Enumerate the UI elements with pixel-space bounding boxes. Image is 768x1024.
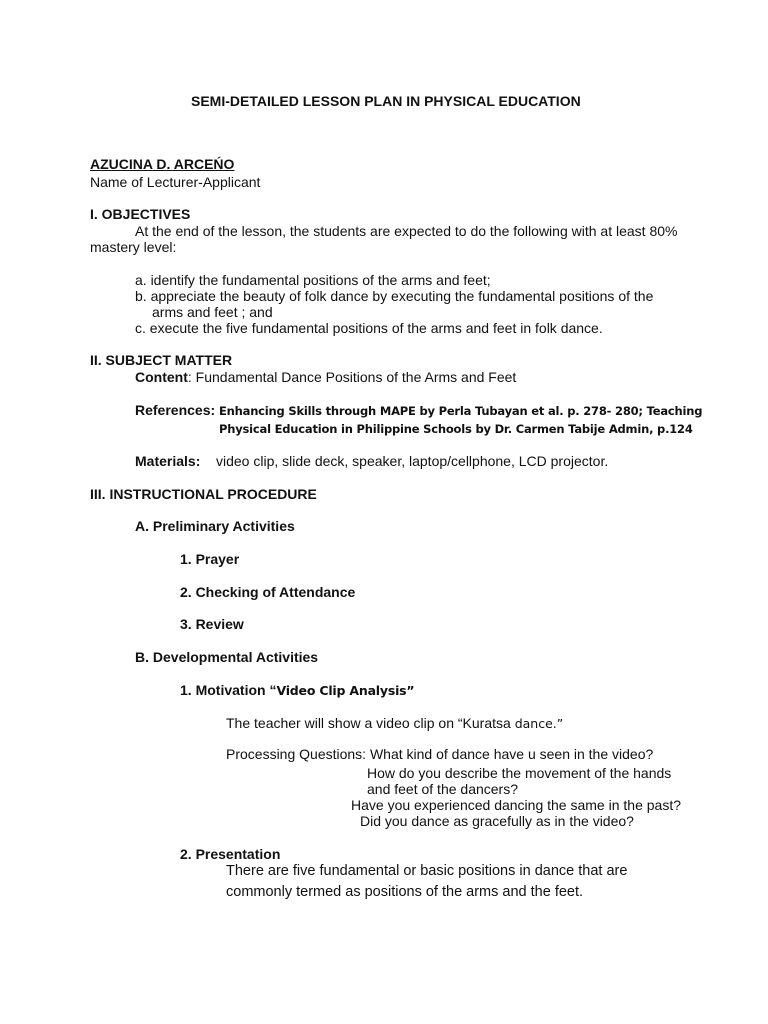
objectives-intro-line2: mastery level: xyxy=(90,239,177,255)
preliminary-heading: A. Preliminary Activities xyxy=(135,518,295,534)
objective-item-b-line2: arms and feet ; and xyxy=(152,304,273,320)
document-title: SEMI-DETAILED LESSON PLAN IN PHYSICAL EDUCATION xyxy=(191,93,581,109)
objective-item-b-line1: b. appreciate the beauty of folk dance by executing the fundamental positions of the xyxy=(135,288,654,304)
presentation-line2: commonly termed as positions of the arms and the feet. xyxy=(226,884,584,900)
materials-label: Materials: xyxy=(135,453,201,469)
author-role: Name of Lecturer-Applicant xyxy=(90,174,261,190)
materials-value: video clip, slide deck, speaker, laptop/cellphone, LCD projector. xyxy=(216,453,609,469)
preliminary-item-prayer: 1. Prayer xyxy=(180,551,240,567)
motivation-heading xyxy=(180,682,414,699)
presentation-heading: 2. Presentation xyxy=(180,846,281,862)
references-line1: Enhancing Skills through MAPE by Perla Tubayan et al. p. 278- 280; Teaching xyxy=(219,404,703,418)
video-clip-text-part2: dance.” xyxy=(514,716,564,731)
video-clip-line xyxy=(226,715,563,732)
presentation-line1: There are five fundamental or basic positions in dance that are xyxy=(226,863,628,879)
developmental-heading: B. Developmental Activities xyxy=(135,649,319,665)
processing-question-2-line1: How do you describe the movement of the hands xyxy=(367,765,672,781)
processing-question-4: Did you dance as gracefully as in the video? xyxy=(360,813,634,829)
objectives-heading: I. OBJECTIVES xyxy=(90,206,191,222)
processing-question-1: Processing Questions: What kind of dance have u seen in the video? xyxy=(226,746,654,762)
subject-matter-heading: II. SUBJECT MATTER xyxy=(90,352,233,368)
video-clip-text-part1: The teacher will show a video clip on “Kuratsa xyxy=(226,715,515,731)
motivation-heading-part1: 1. Motivation “ xyxy=(180,682,277,698)
author-name: AZUCINA D. ARCEŃO xyxy=(90,156,235,172)
preliminary-item-review: 3. Review xyxy=(180,616,244,632)
content-value: : Fundamental Dance Positions of the Arms and Feet xyxy=(187,369,517,385)
processing-question-3: Have you experienced dancing the same in the past? xyxy=(351,797,681,813)
objectives-intro-line1: At the end of the lesson, the students are expected to do the following with at least 80% xyxy=(135,223,678,239)
procedure-heading: III. INSTRUCTIONAL PROCEDURE xyxy=(90,486,317,502)
motivation-heading-part2: Video Clip Analysis” xyxy=(276,683,415,698)
objective-item-c: c. execute the five fundamental positions of the arms and feet in folk dance. xyxy=(135,320,603,336)
objective-item-a: a. identify the fundamental positions of the arms and feet; xyxy=(135,272,491,288)
content-label: Content xyxy=(135,369,188,385)
references-line2: Physical Education in Philippine Schools by Dr. Carmen Tabije Admin, p.124 xyxy=(219,422,693,436)
references-label: References: xyxy=(135,402,216,418)
processing-question-2-line2: and feet of the dancers? xyxy=(367,781,518,797)
preliminary-item-attendance: 2. Checking of Attendance xyxy=(180,584,356,600)
content-line xyxy=(135,369,516,385)
